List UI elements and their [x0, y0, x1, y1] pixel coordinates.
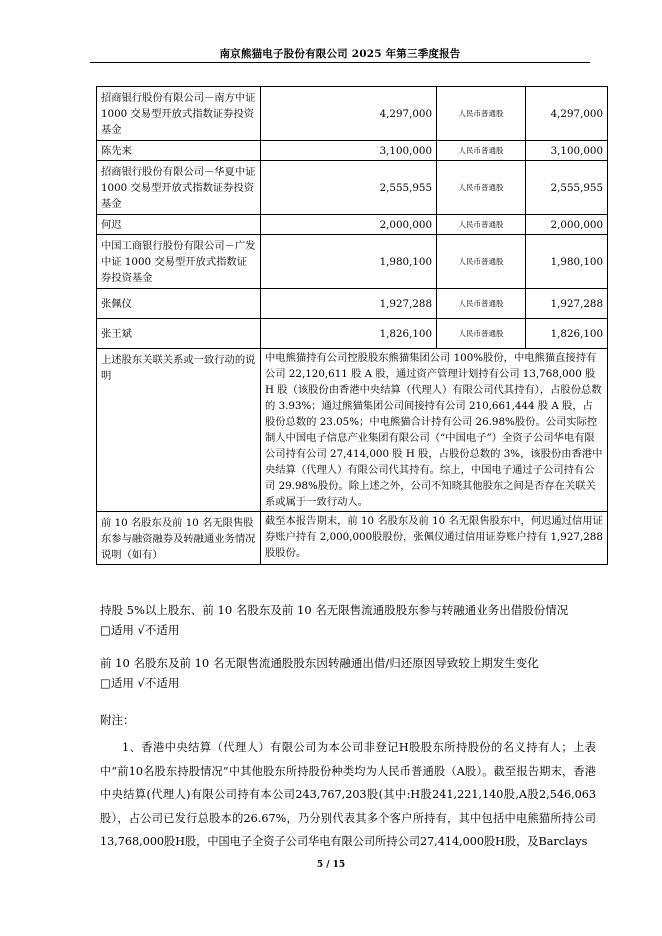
holder-name: 中国工商银行股份有限公司－广发中证 1000 交易型开放式指数证券投资基金: [97, 235, 261, 289]
page-header: 南京熊猫电子股份有限公司 2025 年第三季度报告: [219, 48, 461, 60]
table-row: [97, 289, 608, 319]
holder-shares: 1,980,100: [261, 235, 437, 289]
holder-name: 张佩仪: [97, 289, 261, 319]
holder-name: 陈先来: [97, 141, 261, 161]
relation-text: 中电熊猫持有公司控股股东熊猫集团公司 100%股份，中电熊猫直接持有公司 22,120,611 股 A 股，通过资产管理计划持有公司 13,768,000 股 H 股（该股份由香港中央结算（代理人）有限公司代其持有），占股份总数的 3.93%；通过熊猫集团公司间接持有公司 210,661,444 股 A 股，占股份总数的 23.05%；中电熊猫合计持有公司 26.98%股份。公司实际控制人中国电子信息产业集团有限公司（“中国电子”）全资子公司华电有限公司持有公司 27,414,000 股 H 股，占股份总数的 3%，该股份由香港中央结算（代理人）有限公司代其持有。综上，中国电子通过子公司持有公司 29.98%股份。除上述之外，公司不知晓其他股东之间是否存在关联关系或属于一致行动人。: [261, 349, 608, 512]
holder-shares: 1,927,288: [261, 289, 437, 319]
share-count: 2,000,000: [526, 215, 608, 235]
page-number: 5 / 15: [316, 860, 346, 870]
shareholder-table: [96, 86, 608, 565]
share-type: 人民币普通股: [437, 235, 526, 289]
holder-shares: 1,826,100: [261, 319, 437, 349]
margin-label: 前 10 名股东及前 10 名无限售股东参与融资融券及转融通业务情况说明（如有）: [97, 512, 261, 565]
share-type: 人民币普通股: [437, 141, 526, 161]
change-option: □适用 √不适用: [100, 676, 180, 690]
lending-title: 持股 5%以上股东、前 10 名股东及前 10 名无限售流通股股东参与转融通业务出借股份情况: [100, 603, 569, 617]
lending-option: □适用 √不适用: [100, 623, 180, 637]
table-row: [97, 87, 608, 141]
relation-label: 上述股东关联关系或一致行动的说明: [97, 349, 261, 512]
holder-shares: 3,100,000: [261, 141, 437, 161]
share-type: 人民币普通股: [437, 215, 526, 235]
holder-name: 张王斌: [97, 319, 261, 349]
holder-name: 招商银行股份有限公司－华夏中证 1000 交易型开放式指数证券投资基金: [97, 161, 261, 215]
share-count: 3,100,000: [526, 141, 608, 161]
table-row: [97, 215, 608, 235]
table-row: [97, 319, 608, 349]
relation-row: [97, 349, 608, 512]
holder-shares: 2,555,955: [261, 161, 437, 215]
share-count: 1,826,100: [526, 319, 608, 349]
share-count: 4,297,000: [526, 87, 608, 141]
share-count: 1,927,288: [526, 289, 608, 319]
change-title: 前 10 名股东及前 10 名无限售流通股股东因转融通出借/归还原因导致较上期发生变化: [100, 656, 539, 670]
share-count: 2,555,955: [526, 161, 608, 215]
share-type: 人民币普通股: [437, 161, 526, 215]
share-count: 1,980,100: [526, 235, 608, 289]
share-type: 人民币普通股: [437, 87, 526, 141]
margin-row: [97, 512, 608, 565]
margin-text: 截至本报告期末，前 10 名股东及前 10 名无限售股东中，何迟通过信用证券账户持有 2,000,000股股份，张佩仪通过信用证券账户持有 1,927,288 股股份。: [261, 512, 608, 565]
holder-name: 招商银行股份有限公司－南方中证 1000 交易型开放式指数证券投资基金: [97, 87, 261, 141]
note-heading: 附注：: [100, 713, 135, 727]
holder-name: 何迟: [97, 215, 261, 235]
holder-shares: 4,297,000: [261, 87, 437, 141]
table-row: [97, 141, 608, 161]
table-row: [97, 161, 608, 215]
table-row: [97, 235, 608, 289]
holder-shares: 2,000,000: [261, 215, 437, 235]
note-text: 1、香港中央结算（代理人）有限公司为本公司非登记H股股东所持股份的名义持有人；上表中“前10名股东持股情况”中其他股东所持股份种类均为人民币普通股（A股）。截至报告期末，香港中央结算(代理人)有限公司持有本公司243,767,203股(其中:H股241,221,140股,A股2,546,063股），占公司已发行总股本的26.67%，乃分别代表其多个客户所持有，其中包括中电熊猫所持公司13,768,000股H股，中国电子全资子公司华电有限公司所持公司27,414,000股H股，及Barclays: [100, 741, 596, 848]
share-type: 人民币普通股: [437, 289, 526, 319]
share-type: 人民币普通股: [437, 319, 526, 349]
header-rule: [90, 62, 590, 63]
